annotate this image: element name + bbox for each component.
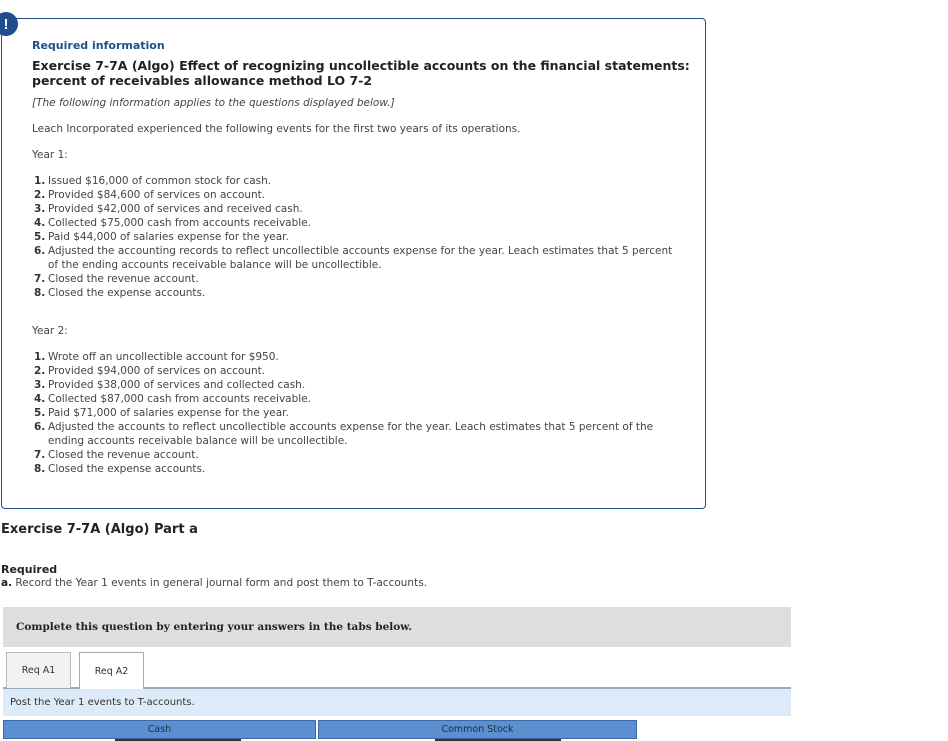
item-text: Provided $38,000 of services and collected cash. <box>48 379 306 391</box>
list-item <box>34 350 684 364</box>
required-heading: Required <box>1 563 58 576</box>
list-item <box>34 378 684 392</box>
item-text: Adjusted the accounts to reflect uncollectible accounts expense for the year. Leach estimates that 5 percent of the ending accounts receivable balance will be uncollectible. <box>48 421 654 447</box>
item-number: 7. <box>34 273 46 285</box>
item-number: 3. <box>34 203 46 215</box>
item-text: Closed the expense accounts. <box>48 287 206 299</box>
item-number: 7. <box>34 449 46 461</box>
t-account-cash-header: Cash <box>3 720 316 739</box>
part-title: Exercise 7-7A (Algo) Part a <box>1 522 198 537</box>
item-number: 4. <box>34 217 46 229</box>
list-item <box>34 216 684 230</box>
list-item <box>34 174 684 188</box>
year1-events-list <box>34 174 684 300</box>
list-item <box>34 286 684 300</box>
list-item <box>34 230 684 244</box>
item-number: 1. <box>34 351 46 363</box>
required-text <box>1 577 427 589</box>
item-text: Issued $16,000 of common stock for cash. <box>48 175 272 187</box>
item-number: 3. <box>34 379 46 391</box>
required-information-label: Required information <box>32 39 165 52</box>
year1-label: Year 1: <box>32 149 68 161</box>
item-number: 4. <box>34 393 46 405</box>
item-text: Provided $42,000 of services and received cash. <box>48 203 303 215</box>
list-item <box>34 202 684 216</box>
list-item <box>34 392 684 406</box>
item-number: 1. <box>34 175 46 187</box>
info-note: [The following information applies to the questions displayed below.] <box>32 97 395 109</box>
year2-events-list <box>34 350 684 476</box>
list-item <box>34 364 684 378</box>
item-number: 6. <box>34 245 46 257</box>
complete-question-banner <box>3 607 791 647</box>
instruction-bar <box>3 688 791 716</box>
item-text: Adjusted the accounting records to reflect uncollectible accounts expense for the year. Leach estimates that 5 percent of the ending accounts receivable balance will be uncollectible. <box>48 245 673 271</box>
tab-req-a2[interactable]: Req A2 <box>79 652 144 689</box>
required-letter: a. <box>1 577 13 589</box>
list-item <box>34 272 684 286</box>
item-text: Paid $71,000 of salaries expense for the year. <box>48 407 289 419</box>
item-number: 2. <box>34 365 46 377</box>
item-text: Closed the revenue account. <box>48 449 199 461</box>
item-text: Collected $75,000 cash from accounts receivable. <box>48 217 311 229</box>
item-number: 8. <box>34 287 46 299</box>
year2-label: Year 2: <box>32 325 68 337</box>
item-text: Paid $44,000 of salaries expense for the year. <box>48 231 289 243</box>
item-text: Collected $87,000 cash from accounts receivable. <box>48 393 311 405</box>
list-item <box>34 462 684 476</box>
list-item <box>34 420 684 448</box>
item-number: 5. <box>34 407 46 419</box>
instruction-text: Post the Year 1 events to T-accounts. <box>10 697 195 708</box>
complete-question-text: Complete this question by entering your answers in the tabs below. <box>16 621 412 633</box>
item-text: Closed the revenue account. <box>48 273 199 285</box>
required-description: Record the Year 1 events in general journal form and post them to T-accounts. <box>15 577 428 589</box>
item-text: Provided $84,600 of services on account. <box>48 189 266 201</box>
item-number: 8. <box>34 463 46 475</box>
list-item <box>34 406 684 420</box>
item-text: Closed the expense accounts. <box>48 463 206 475</box>
item-text: Provided $94,000 of services on account. <box>48 365 266 377</box>
exercise-title: Exercise 7-7A (Algo) Effect of recognizing uncollectible accounts on the financial statements: percent of receivables allowance method LO 7-2 <box>32 58 690 88</box>
intro-text: Leach Incorporated experienced the following events for the first two years of its operations. <box>32 123 521 135</box>
list-item <box>34 188 684 202</box>
item-number: 2. <box>34 189 46 201</box>
list-item <box>34 244 684 272</box>
item-number: 6. <box>34 421 46 433</box>
list-item <box>34 448 684 462</box>
item-text: Wrote off an uncollectible account for $950. <box>48 351 279 363</box>
tab-req-a1[interactable]: Req A1 <box>6 652 71 688</box>
t-account-common-stock-header: Common Stock <box>318 720 637 739</box>
item-number: 5. <box>34 231 46 243</box>
alert-icon: ! <box>0 12 18 36</box>
